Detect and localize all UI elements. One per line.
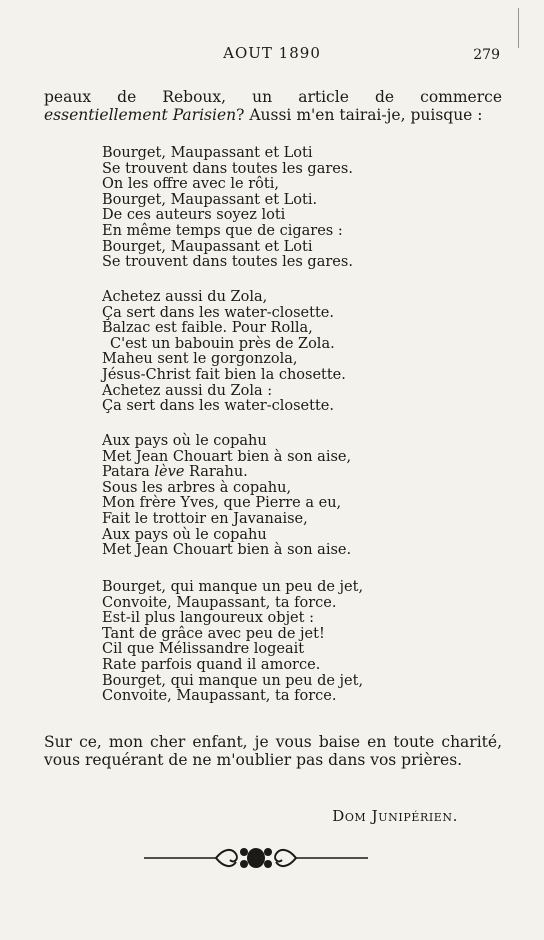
verse-line: Aux pays où le copahu [102, 433, 267, 449]
verse-line: Se trouvent dans toutes les gares. [102, 254, 353, 271]
stanza-1 [102, 146, 402, 271]
verse-line: En même temps que de cigares : [102, 222, 343, 239]
verse-line: Sous les arbres à copahu, [102, 479, 292, 496]
verse-line: Mon frère Yves, que Pierre a eu, [102, 495, 342, 512]
running-head [0, 42, 544, 66]
intro-italic-phrase: essentiellement Parisien [44, 106, 237, 124]
verse-line: Jésus-Christ fait bien la chosette. [102, 366, 346, 383]
stanza-2 [102, 290, 402, 415]
stanza-4 [102, 580, 402, 705]
verse-line: Achetez aussi du Zola : [102, 382, 273, 399]
verse-fragment: Rarahu. [184, 464, 248, 481]
stanza-3 [102, 434, 402, 559]
verse-line: C'est un babouin près de Zola. [110, 335, 335, 352]
verse-line: Balzac est faible. Pour Rolla, [102, 320, 313, 337]
verse-line: Aux pays où le copahu [102, 526, 267, 543]
verse-line: Se trouvent dans toutes les gares. [102, 160, 353, 177]
verse-line: Fait le trottoir en Javanaise, [102, 510, 308, 527]
verse-line: Bourget, Maupassant et Loti. [102, 191, 318, 208]
verse-line: Achetez aussi du Zola, [102, 289, 268, 305]
verse-line: Cil que Mélissandre logeait [102, 641, 305, 658]
verse-line: De ces auteurs soyez loti [102, 207, 286, 224]
verse-line: Met Jean Chouart bien à son aise. [102, 542, 352, 559]
verse-line: Est-il plus langoureux objet : [102, 610, 314, 627]
intro-text-end: ? Aussi m'en tairai-je, puisque : [236, 106, 483, 124]
verse-line-with-italic [102, 465, 402, 481]
intro-paragraph [44, 88, 502, 124]
italic-word: lève [154, 464, 185, 481]
intro-text-start: peaux de Reboux, un article de commerce [44, 88, 502, 106]
verse-line: On les offre avec le rôti, [102, 176, 279, 193]
verse-line: Bourget, qui manque un peu de jet, [102, 579, 364, 595]
signature: Dom Junipérien. [332, 807, 458, 825]
verse-line: Tant de grâce avec peu de jet! [102, 625, 325, 642]
page-number: 279 [473, 47, 500, 63]
verse-line: Maheu sent le gorgonzola, [102, 351, 298, 368]
verse-line: Bourget, Maupassant et Loti [102, 145, 313, 161]
running-title: AOUT 1890 [223, 44, 321, 62]
tailpiece-ornament-icon [144, 840, 368, 876]
verse-fragment: Patara [102, 464, 155, 481]
verse-line: Ça sert dans les water-closette. [102, 398, 334, 415]
verse-line: Rate parfois quand il amorce. [102, 656, 321, 673]
verse-line: Bourget, Maupassant et Loti [102, 238, 313, 255]
ornament-center [240, 848, 272, 868]
verse-line: Convoite, Maupassant, ta force. [102, 688, 337, 705]
verse-line: Convoite, Maupassant, ta force. [102, 594, 337, 611]
closing-paragraph: Sur ce, mon cher enfant, je vous baise en toute charité, vous requérant de ne m'oublier pas dans vos prières. [44, 733, 502, 769]
verse-line: Bourget, qui manque un peu de jet, [102, 672, 364, 689]
verse-line: Ça sert dans les water-closette. [102, 304, 334, 321]
verse-line: Met Jean Chouart bien à son aise, [102, 448, 352, 465]
